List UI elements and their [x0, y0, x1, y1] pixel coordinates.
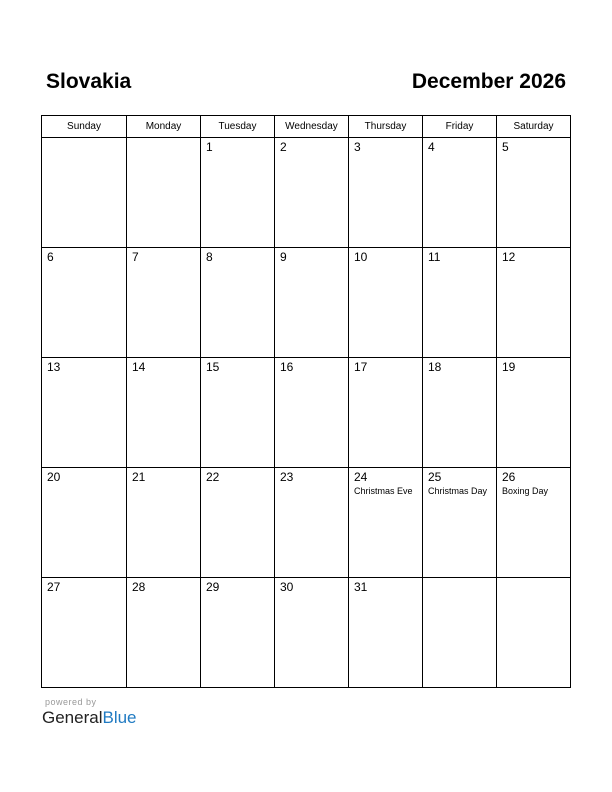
day-cell	[423, 138, 497, 248]
generalblue-logo[interactable]	[42, 708, 137, 728]
day-number: 1	[206, 140, 213, 154]
day-number: 31	[354, 580, 368, 594]
day-number: 17	[354, 360, 368, 374]
day-cell	[275, 468, 349, 578]
day-number: 3	[354, 140, 361, 154]
day-cell	[497, 358, 571, 468]
day-number: 16	[280, 360, 294, 374]
weekday-header: Saturday	[497, 116, 571, 138]
day-number: 14	[132, 360, 146, 374]
day-cell	[127, 248, 201, 358]
day-cell	[201, 358, 275, 468]
day-number: 20	[47, 470, 61, 484]
day-cell	[349, 468, 423, 578]
day-number: 5	[502, 140, 509, 154]
day-number: 25	[428, 470, 442, 484]
day-cell	[201, 138, 275, 248]
week-row	[42, 248, 571, 358]
weekday-header: Tuesday	[201, 116, 275, 138]
day-number: 10	[354, 250, 368, 264]
day-cell	[349, 248, 423, 358]
day-cell	[423, 468, 497, 578]
day-cell	[423, 248, 497, 358]
day-cell	[42, 138, 127, 248]
weekday-header: Sunday	[42, 116, 127, 138]
week-row	[42, 138, 571, 248]
day-number: 29	[206, 580, 220, 594]
day-number: 15	[206, 360, 220, 374]
day-cell	[497, 578, 571, 688]
weekday-header: Monday	[127, 116, 201, 138]
day-number: 24	[354, 470, 368, 484]
holiday-label: Christmas Eve	[354, 486, 413, 496]
day-cell	[201, 468, 275, 578]
day-cell	[127, 468, 201, 578]
day-number: 19	[502, 360, 516, 374]
week-row	[42, 468, 571, 578]
day-number: 26	[502, 470, 516, 484]
day-cell	[201, 248, 275, 358]
day-number: 12	[502, 250, 516, 264]
day-number: 18	[428, 360, 442, 374]
day-cell	[127, 358, 201, 468]
day-cell	[42, 578, 127, 688]
logo-general: General	[42, 708, 103, 727]
week-row	[42, 358, 571, 468]
day-cell	[275, 138, 349, 248]
day-cell	[42, 358, 127, 468]
day-number: 30	[280, 580, 294, 594]
day-cell	[349, 138, 423, 248]
day-cell	[349, 358, 423, 468]
week-row	[42, 578, 571, 688]
calendar-grid	[41, 115, 571, 688]
weekday-header: Friday	[423, 116, 497, 138]
day-number: 9	[280, 250, 287, 264]
day-cell	[42, 468, 127, 578]
day-cell	[127, 578, 201, 688]
day-number: 21	[132, 470, 146, 484]
day-number: 22	[206, 470, 220, 484]
day-cell	[127, 138, 201, 248]
day-cell	[423, 578, 497, 688]
month-title: December 2026	[411, 70, 566, 93]
day-number: 6	[47, 250, 54, 264]
powered-by-text: powered by	[45, 697, 97, 707]
day-cell	[275, 578, 349, 688]
day-number: 2	[280, 140, 287, 154]
holiday-label: Christmas Day	[428, 486, 488, 496]
weekday-header: Thursday	[349, 116, 423, 138]
day-number: 8	[206, 250, 213, 264]
day-number: 4	[428, 140, 435, 154]
day-cell	[497, 468, 571, 578]
day-number: 11	[428, 250, 441, 264]
day-cell	[275, 358, 349, 468]
holiday-label: Boxing Day	[502, 486, 549, 496]
day-number: 28	[132, 580, 146, 594]
day-number: 13	[47, 360, 61, 374]
day-cell	[201, 578, 275, 688]
day-cell	[497, 248, 571, 358]
day-cell	[42, 248, 127, 358]
day-cell	[349, 578, 423, 688]
day-number: 7	[132, 250, 139, 264]
day-cell	[497, 138, 571, 248]
day-number: 27	[47, 580, 61, 594]
day-cell	[275, 248, 349, 358]
weekday-header: Wednesday	[275, 116, 349, 138]
day-cell	[423, 358, 497, 468]
country-title: Slovakia	[46, 70, 132, 93]
day-number: 23	[280, 470, 294, 484]
logo-blue: Blue	[102, 708, 137, 727]
